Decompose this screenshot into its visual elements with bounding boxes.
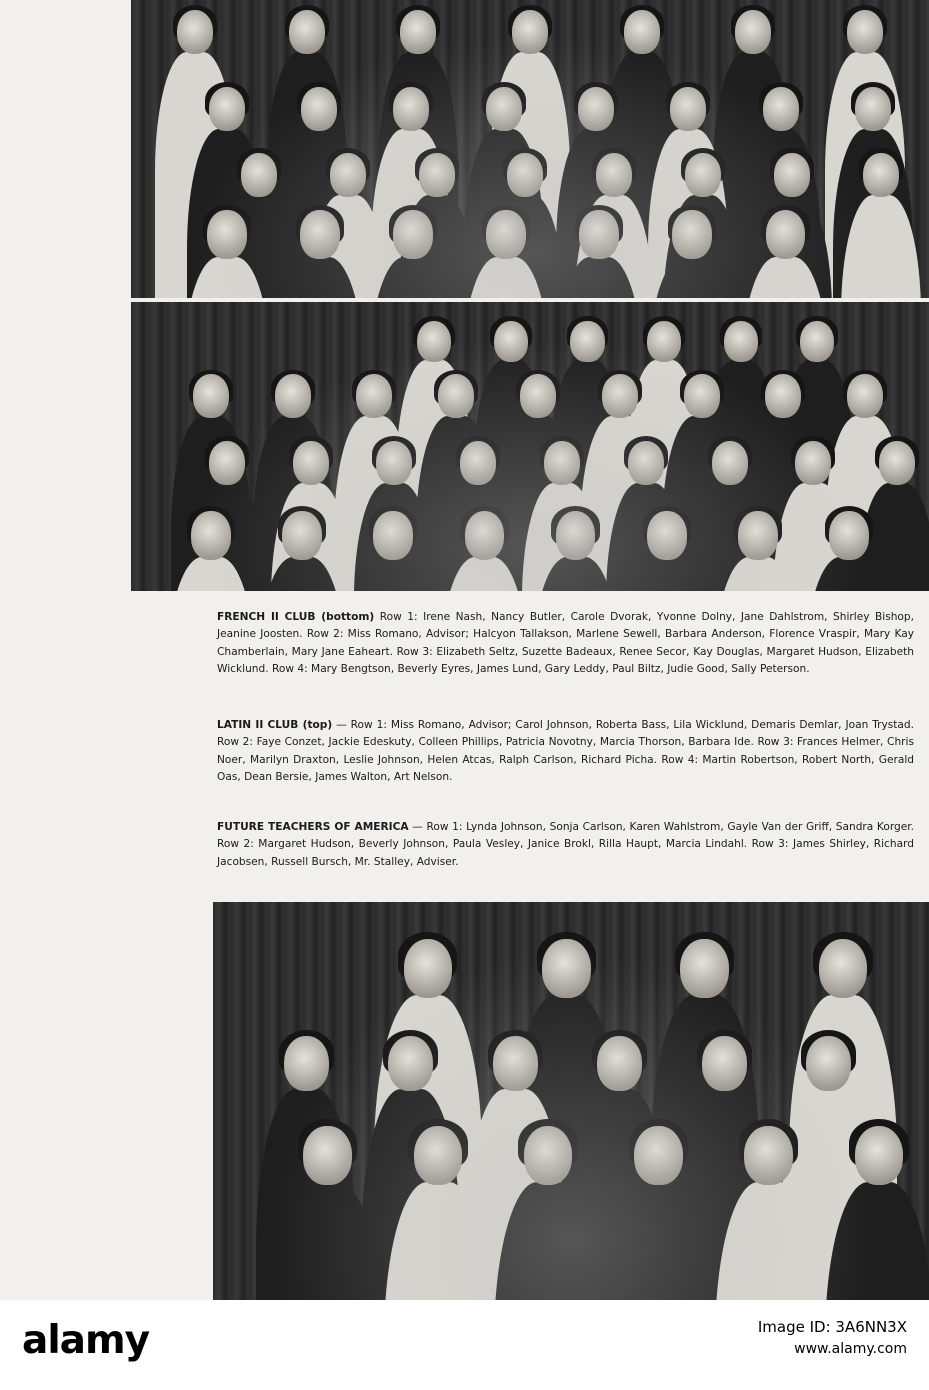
person-body [416, 416, 496, 591]
person-head [847, 10, 883, 54]
person-body [498, 416, 578, 591]
person-head [570, 321, 604, 363]
person-head [209, 87, 245, 131]
person-head [744, 1126, 793, 1185]
person-body [276, 257, 364, 298]
person-head [819, 939, 868, 998]
person-body [570, 1089, 670, 1300]
person-head [404, 939, 453, 998]
french-club-caption [217, 609, 914, 679]
person-body [714, 557, 802, 591]
person-body [308, 195, 388, 298]
person-head [393, 210, 433, 258]
person-body [651, 995, 759, 1300]
person-head [493, 1036, 538, 1091]
caption-title: FRENCH II CLUB (bottom) [217, 611, 375, 623]
person-body [369, 257, 457, 298]
person-body [271, 483, 351, 591]
person-head [724, 321, 758, 363]
person-hair [843, 5, 887, 41]
person-head [670, 87, 706, 131]
person-body [752, 195, 832, 298]
person-hair [813, 932, 872, 981]
person-body [715, 1182, 823, 1300]
person-hair [518, 1119, 577, 1168]
person-body [662, 416, 742, 591]
person-body [473, 360, 549, 591]
person-head [855, 87, 891, 131]
person-head [628, 441, 664, 485]
person-hair [624, 436, 668, 472]
person-hair [352, 370, 396, 406]
person-head [855, 1126, 904, 1185]
person-head [486, 210, 526, 258]
person-hair [849, 1119, 908, 1168]
person-hair [761, 205, 809, 245]
person-body [485, 195, 565, 298]
person-hair [739, 1119, 798, 1168]
person-head [373, 511, 413, 559]
person-body [522, 483, 602, 591]
person-hair [488, 1030, 543, 1075]
caption-title: LATIN II CLUB (top) [217, 719, 333, 731]
person-body [219, 195, 299, 298]
person-head [419, 153, 455, 197]
person-head [680, 939, 729, 998]
person-head [393, 87, 429, 131]
person-head [597, 1036, 642, 1091]
person-body [743, 416, 823, 591]
person-hair [389, 205, 437, 245]
french-club-photo [131, 302, 929, 591]
person-head [330, 153, 366, 197]
person-hair [770, 148, 814, 184]
person-head [520, 374, 556, 418]
person-head [544, 441, 580, 485]
person-body [279, 129, 359, 298]
person-hair [575, 205, 623, 245]
person-body [773, 483, 853, 591]
person-head [207, 210, 247, 258]
person-hair [237, 148, 281, 184]
person-body [438, 483, 518, 591]
person-head [193, 374, 229, 418]
person-head [438, 374, 474, 418]
person-body [580, 416, 660, 591]
latin-club-caption [217, 717, 914, 787]
person-body [378, 52, 458, 298]
person-body [371, 129, 451, 298]
person-hair [540, 436, 584, 472]
person-head [766, 210, 806, 258]
person-head [356, 374, 392, 418]
person-body [462, 257, 550, 298]
person-hair [629, 1119, 688, 1168]
person-body [549, 360, 625, 591]
person-head [596, 153, 632, 197]
image-id-block [758, 1316, 907, 1360]
person-head [829, 511, 869, 559]
person-body [556, 129, 636, 298]
person-head [647, 511, 687, 559]
person-head [685, 153, 721, 197]
person-hair [189, 370, 233, 406]
person-hair [675, 932, 734, 981]
person-body [623, 557, 711, 591]
person-body [171, 416, 251, 591]
person-hair [731, 5, 775, 41]
person-hair [503, 148, 547, 184]
person-body [825, 52, 905, 298]
person-body [256, 1089, 356, 1300]
image-id: Image ID: 3A6NN3X [757, 1318, 907, 1336]
person-hair [680, 370, 724, 406]
person-body [183, 257, 271, 298]
person-hair [825, 506, 873, 546]
person-head [191, 511, 231, 559]
person-head [579, 210, 619, 258]
person-hair [369, 506, 417, 546]
person-body [258, 557, 346, 591]
person-head [524, 1126, 573, 1185]
caption-text: Row 1: Irene Nash, Nancy Butler, Carole Dvorak, Yvonne Dolny, Jane Dahlstrom, Shirley Bishop, Jeanine Joosten. Row 2: Miss Romano, Advisor; Halcyon Tallakson, Marlene Sewell, Barbara Anderson, Florence Vraspir, Mary Kay Chamberlain, Mary Jane Eaheart. Row 3: Elizabeth Seltz, Suzette Badeaux, Renee Secor, Kay Douglas, Margaret Hudson, Elizabeth Wicklund. Row 4: Mary Bengtson, Beverly Eyres, James Lund, Gary Leddy, Paul Biltz, Judie Good, Sally Peterson. [217, 611, 914, 676]
person-hair [383, 1030, 438, 1075]
person-hair [278, 506, 326, 546]
person-hair [271, 370, 315, 406]
person-hair [389, 82, 433, 118]
caption-title: FUTURE TEACHERS OF AMERICA [217, 821, 409, 833]
person-head [578, 87, 614, 131]
person-hair [296, 205, 344, 245]
person-head [542, 939, 591, 998]
person-head [275, 374, 311, 418]
person-head [507, 153, 543, 197]
person-head [282, 511, 322, 559]
person-hair [434, 370, 478, 406]
person-hair [297, 82, 341, 118]
person-hair [490, 316, 532, 350]
person-head [494, 321, 528, 363]
person-head [672, 210, 712, 258]
person-hair [759, 82, 803, 118]
person-body [555, 257, 643, 298]
person-body [789, 995, 897, 1300]
person-head [460, 441, 496, 485]
person-body [805, 557, 893, 591]
person-head [774, 153, 810, 197]
person-head [303, 1126, 352, 1185]
person-hair [592, 148, 636, 184]
person-body [779, 360, 855, 591]
person-hair [551, 506, 599, 546]
person-head [602, 374, 638, 418]
person-hair [567, 316, 609, 350]
person-hair [697, 1030, 752, 1075]
caption-text: — Row 1: Miss Romano, Advisor; Carol Johnson, Roberta Bass, Lila Wicklund, Demaris Demlar, Joan Trystad. Row 2: Faye Conzet, Jackie Edeskuty, Colleen Phillips, Patricia Novotny, Marcia Thorson, Barbara Ide. Row 3: Frances Helmer, Chris Noer, Marilyn Draxton, Leslie Johnson, Helen Atcas, Ralph Carlson, Richard Picha. Row 4: Martin Robertson, Robert North, Gerald Oas, Dean Bersie, James Walton, Art Nelson. [217, 719, 915, 784]
person-hair [482, 205, 530, 245]
person-head [634, 1126, 683, 1185]
person-body [663, 195, 743, 298]
person-head [795, 441, 831, 485]
person-head [177, 10, 213, 54]
person-body [626, 360, 702, 591]
person-body [361, 1089, 461, 1300]
person-hair [415, 148, 459, 184]
person-head [388, 1036, 433, 1091]
person-head [800, 321, 834, 363]
person-head [647, 321, 681, 363]
future-teachers-photo [213, 902, 929, 1300]
person-hair [681, 148, 725, 184]
person-body [354, 483, 434, 591]
person-head [624, 10, 660, 54]
alamy-logo: alamy [22, 1318, 150, 1363]
person-hair [859, 148, 903, 184]
person-body [464, 129, 544, 298]
person-head [879, 441, 915, 485]
person-body [648, 257, 736, 298]
person-hair [279, 1030, 334, 1075]
person-body [741, 257, 829, 298]
person-hair [298, 1119, 357, 1168]
person-body [574, 195, 654, 298]
person-body [384, 1182, 492, 1300]
person-hair [851, 82, 895, 118]
person-body [494, 1182, 602, 1300]
person-body [349, 557, 437, 591]
person-hair [801, 1030, 856, 1075]
person-head [486, 87, 522, 131]
person-head [765, 374, 801, 418]
person-head [301, 87, 337, 131]
person-head [209, 441, 245, 485]
person-body [690, 483, 770, 591]
person-hair [598, 370, 642, 406]
person-hair [668, 205, 716, 245]
person-head [763, 87, 799, 131]
future-teachers-caption [217, 819, 914, 871]
person-hair [408, 1119, 467, 1168]
person-head [512, 10, 548, 54]
person-head [684, 374, 720, 418]
person-head [284, 1036, 329, 1091]
person-hair [666, 82, 710, 118]
person-body [253, 416, 333, 591]
person-head [465, 511, 505, 559]
person-head [806, 1036, 851, 1091]
person-body [602, 52, 682, 298]
person-head [735, 10, 771, 54]
person-body [825, 1182, 929, 1300]
person-head [414, 1126, 463, 1185]
person-body [841, 195, 921, 298]
person-hair [537, 932, 596, 981]
person-body [648, 129, 728, 298]
person-hair [285, 5, 329, 41]
person-hair [643, 316, 685, 350]
person-hair [326, 148, 370, 184]
person-body [187, 129, 267, 298]
person-hair [173, 5, 217, 41]
person-hair [413, 316, 455, 350]
person-hair [643, 506, 691, 546]
person-body [334, 416, 414, 591]
person-head [712, 441, 748, 485]
person-head [400, 10, 436, 54]
person-hair [875, 436, 919, 472]
person-hair [708, 436, 752, 472]
person-body [606, 483, 686, 591]
person-hair [516, 370, 560, 406]
caption-text: — Row 1: Lynda Johnson, Sonja Carlson, Karen Wahlstrom, Gayle Van der Griff, Sandra Korger. Row 2: Margaret Hudson, Beverly Johnson, Paula Vesley, Janice Brokl, Rilla Haupt, Marcia Lindahl. Row 3: James Shirley, Richard Jacobsen, Russell Bursch, Mr. Stalley, Adviser. [217, 821, 914, 868]
person-hair [205, 436, 249, 472]
person-body [397, 195, 477, 298]
watermark-url: www.alamy.com [794, 1341, 907, 1357]
person-hair [796, 316, 838, 350]
person-head [289, 10, 325, 54]
person-body [465, 1089, 565, 1300]
person-head [241, 153, 277, 197]
person-body [167, 557, 255, 591]
person-head [376, 441, 412, 485]
person-hair [289, 436, 333, 472]
person-body [604, 1182, 712, 1300]
person-hair [460, 506, 508, 546]
person-body [825, 416, 905, 591]
person-body [274, 1182, 382, 1300]
person-hair [396, 5, 440, 41]
person-head [300, 210, 340, 258]
latin-club-photo [131, 0, 929, 298]
person-body [155, 52, 235, 298]
person-hair [205, 82, 249, 118]
person-hair [791, 436, 835, 472]
person-body [779, 1089, 879, 1300]
person-body [857, 483, 929, 591]
person-hair [761, 370, 805, 406]
person-head [863, 153, 899, 197]
person-body [713, 52, 793, 298]
person-body [703, 360, 779, 591]
person-head [417, 321, 451, 363]
person-body [833, 129, 913, 298]
person-head [702, 1036, 747, 1091]
person-hair [372, 436, 416, 472]
person-hair [456, 436, 500, 472]
person-body [741, 129, 821, 298]
person-hair [508, 5, 552, 41]
person-head [738, 511, 778, 559]
person-head [556, 511, 596, 559]
person-body [440, 557, 528, 591]
person-hair [720, 316, 762, 350]
person-body [512, 995, 620, 1300]
person-hair [574, 82, 618, 118]
person-body [396, 360, 472, 591]
person-hair [843, 370, 887, 406]
person-hair [203, 205, 251, 245]
person-hair [398, 932, 457, 981]
person-hair [620, 5, 664, 41]
person-body [187, 483, 267, 591]
person-hair [592, 1030, 647, 1075]
person-head [293, 441, 329, 485]
person-hair [482, 82, 526, 118]
person-hair [187, 506, 235, 546]
person-body [490, 52, 570, 298]
person-body [532, 557, 620, 591]
person-body [374, 995, 482, 1300]
person-hair [734, 506, 782, 546]
person-body [267, 52, 347, 298]
person-body [674, 1089, 774, 1300]
person-head [847, 374, 883, 418]
